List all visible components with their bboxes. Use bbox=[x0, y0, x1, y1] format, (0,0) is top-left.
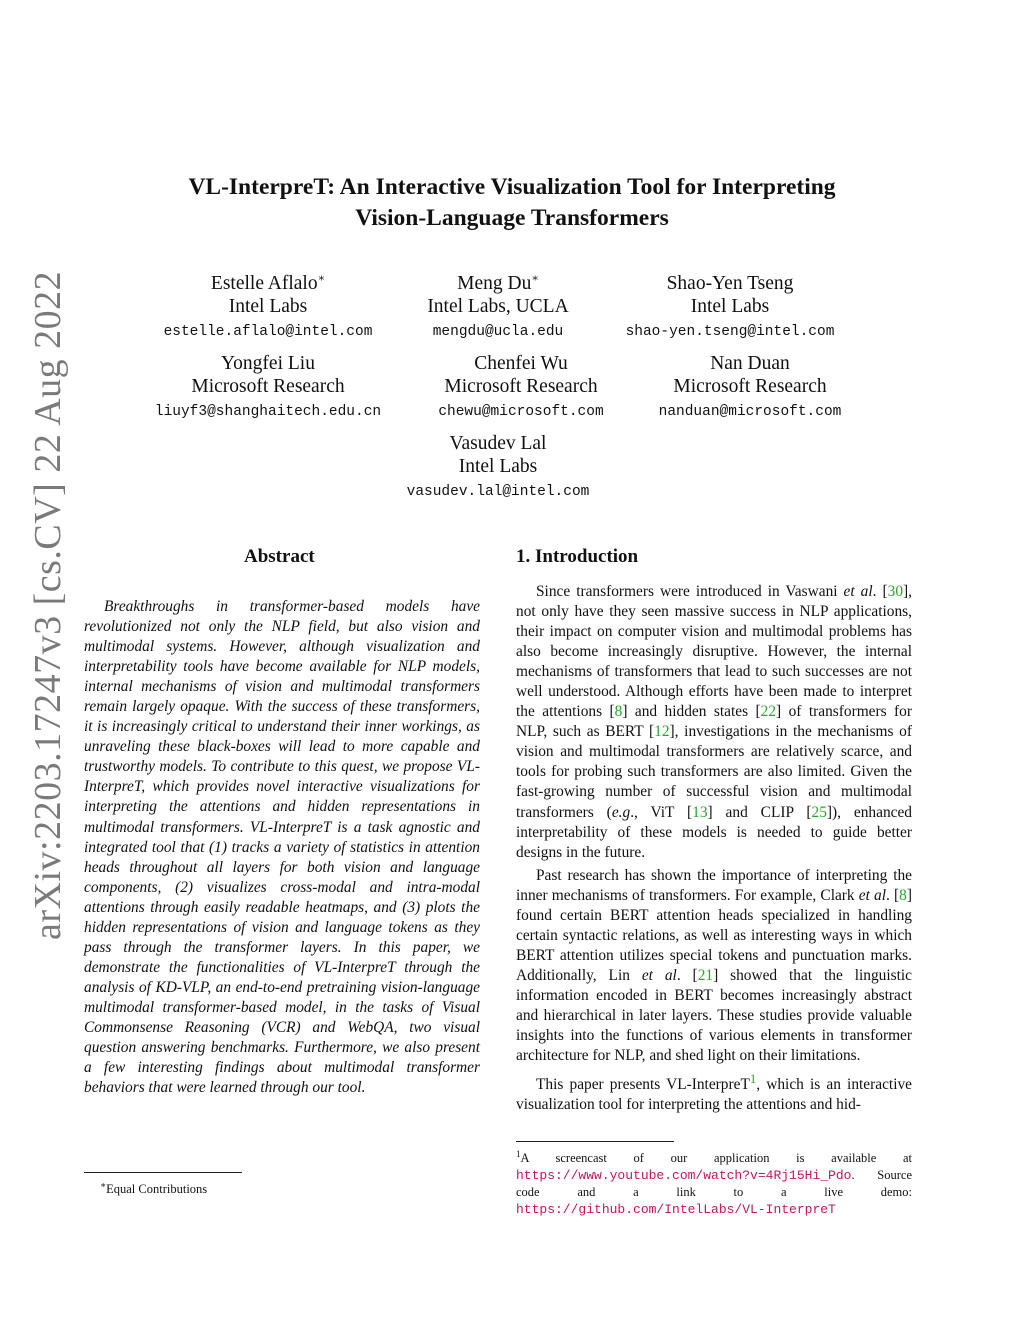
citation-link[interactable]: 8 bbox=[899, 886, 907, 904]
author-email: liuyf3@shanghaitech.edu.cn bbox=[154, 404, 382, 420]
citation-link[interactable]: 22 bbox=[760, 703, 777, 721]
author-block bbox=[358, 432, 638, 501]
author-name: Chenfei Wu bbox=[474, 353, 568, 374]
author-email: estelle.aflalo@intel.com bbox=[163, 324, 373, 340]
footnote-divider bbox=[84, 1172, 242, 1173]
arxiv-identifier-stamp: arXiv:2203.17247v3 [cs.CV] 22 Aug 2022 bbox=[27, 270, 69, 940]
author-affiliation: Microsoft Research bbox=[191, 376, 345, 397]
author-block bbox=[610, 352, 890, 421]
abstract-body bbox=[84, 597, 480, 1098]
author-affiliation: Intel Labs bbox=[458, 456, 538, 477]
author-email: shao-yen.tseng@intel.com bbox=[625, 324, 835, 340]
title-line-1: VL-InterpreT: An Interactive Visualization Tool for Interpreting bbox=[188, 174, 836, 200]
equal-contributions-footnote: ∗Equal Contributions bbox=[100, 1180, 208, 1197]
author-name: Meng Du bbox=[457, 273, 532, 294]
author-name: Yongfei Liu bbox=[221, 353, 315, 374]
abstract-heading: Abstract bbox=[244, 546, 315, 567]
author-affiliation: Intel Labs bbox=[228, 296, 308, 317]
citation-link[interactable]: 8 bbox=[614, 703, 623, 721]
citation-link[interactable]: 21 bbox=[697, 966, 714, 984]
author-affiliation: Microsoft Research bbox=[673, 376, 827, 397]
author-affiliation: Microsoft Research bbox=[444, 376, 598, 397]
author-email: chewu@microsoft.com bbox=[438, 404, 604, 420]
author-email: nanduan@microsoft.com bbox=[658, 404, 842, 420]
github-link[interactable]: https://github.com/IntelLabs/VL-InterpreT bbox=[516, 1202, 836, 1218]
citation-link[interactable]: 30 bbox=[887, 583, 904, 600]
author-name: Shao-Yen Tseng bbox=[666, 273, 794, 294]
footnote-divider bbox=[516, 1141, 674, 1142]
intro-paragraph-1: Since transformers were introduced in Vaswani et al. [30], not only have they seen massive success in NLP applications, their impact on computer vision and multimodal problems has also become increasingly disruptive. However, the internal mechanisms of transformers that lead to such successes are not well understood. Although efforts have been made to interpret the attentions [8] and hidden states [22] of transformers for NLP, such as BERT [12], investigations in the mechanisms of vision and multimodal transformers are relatively scarce, and tools for probing such transformers are also limited. Given the fast-growing number of successful vision and multimodal transformers (e.g., ViT [13] and CLIP [25]), enhanced interpretability of these models is needed to guide better designs in the future. bbox=[516, 583, 913, 861]
introduction-body bbox=[516, 582, 912, 1115]
author-name: Vasudev Lal bbox=[449, 433, 547, 454]
author-affiliation: Intel Labs, UCLA bbox=[427, 296, 569, 317]
title-line-2: Vision-Language Transformers bbox=[355, 205, 669, 231]
intro-paragraph-2: Past research has shown the importance of interpreting the inner mechanisms of transformers. For example, Clark et al. [8] found certain BERT attention heads specialized in handling certain syntactic relations, as well as interesting ways in which BERT attention utilizes special tokens and punctuation marks. Additionally, Lin et al. [21] showed that the linguistic information encoded in BERT becomes increasingly abstract and hierarchical in later layers. These studies provide valuable insights into the functions of various elements in transformer architecture for NLP, and shed light on their limitations. bbox=[516, 866, 912, 1065]
author-email: vasudev.lal@intel.com bbox=[406, 484, 590, 500]
abstract-paragraph: Breakthroughs in transformer-based models have revolutionized not only the NLP field, but also vision and multimodal systems. However, although visualization and interpretability tools have become available for NLP models, internal mechanisms of vision and multimodal transformers remain largely opaque. With the success of these transformers, it is increasingly critical to understand their inner workings, as unraveling these black-boxes will lead to more capable and trustworthy models. To contribute to this quest, we propose VL-InterpreT, which provides novel interactive visualizations for interpreting the attentions and hidden representations in multimodal transformers. VL-InterpreT is a task agnostic and integrated tool that (1) tracks a variety of statistics in attention heads throughout all layers for both vision and language components, (2) visualizes cross-modal and intra-modal attentions through easily readable heatmaps, and (3) plots the hidden representations of vision and language tokens as they pass through the transformer layers. In this paper, we demonstrate the functionalities of VL-InterpreT through the analysis of KD-VLP, an end-to-end pretraining vision-language multimodal transformer-based model, in the tasks of Visual Commonsense Reasoning (VCR) and WebQA, two visual question answering benchmarks. Furthermore, we also present a few interesting findings about multimodal transformer behaviors that were learned through our tool. bbox=[84, 598, 480, 1097]
footnote-1: $^1$A screencast of our application is available at https://www.youtube.com/watch?v=4Rj15Hi_Pdo. Source code and a link to a live demo: https://github.com/IntelLabs/VL-InterpreT bbox=[516, 1149, 912, 1218]
citation-link[interactable]: 13 bbox=[692, 803, 708, 821]
author-block bbox=[590, 272, 870, 341]
author-block bbox=[128, 352, 408, 421]
author-name: Nan Duan bbox=[710, 353, 790, 374]
equal-contribution-mark: ∗ bbox=[531, 272, 539, 285]
citation-link[interactable]: 25 bbox=[811, 803, 827, 821]
author-email: mengdu@ucla.edu bbox=[432, 324, 564, 340]
equal-contribution-mark: ∗ bbox=[317, 272, 326, 285]
author-affiliation: Intel Labs bbox=[690, 296, 770, 317]
paper-title bbox=[90, 172, 934, 234]
footnote-marker[interactable]: 1 bbox=[749, 1072, 757, 1087]
citation-link[interactable]: 12 bbox=[654, 723, 670, 741]
introduction-heading: 1. Introduction bbox=[516, 546, 639, 567]
intro-paragraph-3: This paper presents VL-InterpreT$^1$, which is an interactive visualization tool for interpreting the attentions and hid- bbox=[516, 1072, 912, 1114]
author-name: Estelle Aflalo bbox=[210, 273, 318, 294]
youtube-link[interactable]: https://www.youtube.com/watch?v=4Rj15Hi_Pdo bbox=[516, 1168, 852, 1184]
